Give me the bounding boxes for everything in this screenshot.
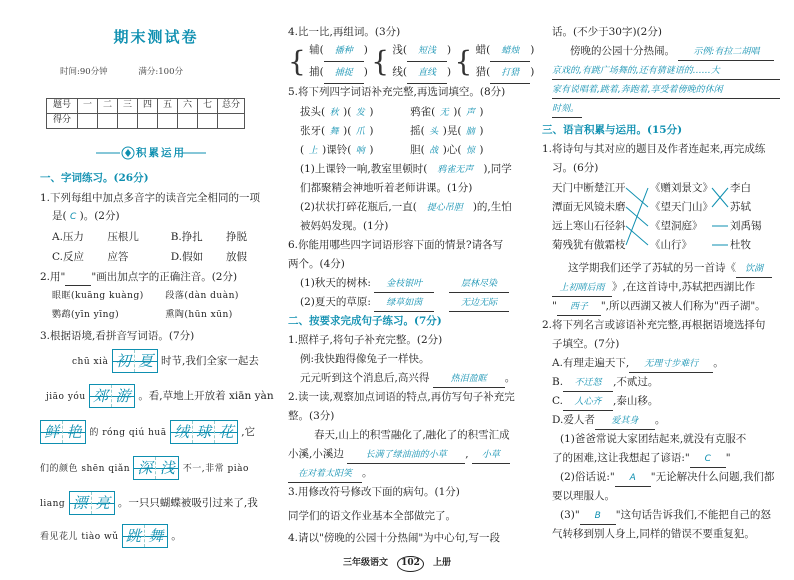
poem-title-item[interactable]: 《望洞庭》: [650, 220, 703, 232]
author-item[interactable]: 李白: [730, 182, 751, 194]
fill-sentence: [552, 374, 658, 392]
grid-char: 浅: [159, 459, 175, 477]
answer-line: [552, 81, 780, 99]
fill-sentence: [552, 393, 658, 411]
idiom-text: ): [479, 106, 484, 118]
grid-char: 艳: [66, 423, 82, 441]
question-text: 子填空。(7分): [552, 338, 620, 350]
verse-item[interactable]: 潭面无风镜未磨: [552, 201, 626, 213]
score-cell: 五: [158, 99, 178, 114]
example-text: 例:我快跑得像兔子一样快。: [300, 353, 430, 365]
page-footer: [0, 556, 794, 572]
question-text: "画出加点字的正确注音。(2分): [91, 271, 238, 283]
sentence-text: (1)上课铃一响,教室里顿时(: [300, 163, 428, 175]
score-input-cell[interactable]: [178, 114, 198, 129]
score-cell: 一: [78, 99, 98, 114]
idiom-text: 鸦雀(: [410, 106, 436, 118]
word-suffix: ): [447, 66, 452, 78]
sentence-text: (1)秋天的树林:: [300, 277, 371, 289]
answer-text[interactable]: 不迁怒: [563, 377, 613, 392]
answer-text[interactable]: 秋: [329, 108, 339, 118]
answer-text[interactable]: 提心吊胆: [426, 203, 463, 213]
score-input-cell[interactable]: [218, 114, 245, 129]
score-input-cell[interactable]: [98, 114, 118, 129]
question-text: 3.根据语境,看拼音写词语。(7分): [40, 330, 195, 342]
page-number: 102: [397, 556, 424, 572]
idiom-text: 张牙(: [300, 125, 326, 137]
answer-text[interactable]: 爪: [355, 127, 365, 137]
word-prefix: 蜡(: [475, 44, 491, 56]
footer-term: 上册: [433, 558, 452, 568]
fill-sentence: [560, 507, 771, 525]
option-text: ,泰山移。: [613, 395, 659, 407]
footer-grade: 三年级语文: [342, 558, 388, 568]
compare-group: [309, 40, 368, 84]
sentence-text: "无论解决什么问题,我们都: [650, 471, 775, 483]
answer-text[interactable]: 声: [465, 108, 475, 118]
fill-sentence: [552, 279, 755, 297]
word-suffix: ): [530, 66, 535, 78]
answer-text[interactable]: C: [69, 212, 77, 222]
compare-words: [288, 40, 534, 84]
score-input-cell[interactable]: [118, 114, 138, 129]
char-grid[interactable]: [69, 491, 115, 515]
fill-sentence: 在对着太阳笑 。: [288, 465, 373, 483]
grid-char: 夏: [138, 352, 154, 370]
word-prefix: 猎(: [475, 66, 491, 78]
sentence-text: 春天,山上的积雪融化了,融化了的积雪汇成: [314, 429, 510, 441]
sentence-text: ,它: [241, 426, 256, 438]
fill-sentence: [568, 260, 772, 278]
writing-line: [40, 456, 249, 480]
question-text: 习。(6分): [552, 162, 599, 174]
fill-sentence: [300, 199, 512, 216]
fill-sentence: [300, 161, 512, 178]
author-item[interactable]: 杜牧: [730, 239, 751, 251]
section-heading: 三、语言积累与运用。(15分): [542, 124, 683, 136]
section-heading: 一、字词练习。(26分): [40, 172, 149, 184]
idiom-row: [300, 142, 484, 159]
idiom-text: ): [369, 106, 374, 118]
fill-sentence: [300, 275, 509, 293]
sentence-text: (1)爸爸常说大家团结起来,就没有克服不: [560, 433, 747, 445]
compare-group: [476, 40, 535, 84]
sentence-text: 。看,草地上开放着 xiān yàn: [138, 390, 274, 402]
char-grid[interactable]: [122, 524, 168, 548]
answer-text[interactable]: 鸦雀无声: [437, 165, 474, 175]
char-grid[interactable]: [170, 420, 238, 444]
score-cell: 三: [118, 99, 138, 114]
question-text: 1.下列每组中加点多音字的读音完全相同的一项: [40, 192, 261, 204]
writing-line: [72, 349, 259, 373]
sentence-text[interactable]: 同学们的语文作业基本全部做完了。: [288, 510, 456, 522]
score-cell: 总分: [218, 99, 245, 114]
option-row: [52, 249, 247, 265]
option-text: 放假: [226, 251, 248, 263]
pinyin-choice[interactable]: 眼眶(kuāng kuàng): [52, 291, 144, 301]
sentence-text: 》,在这首诗中,苏轼把西湖比作: [612, 281, 756, 293]
option-text[interactable]: B.挣扎: [170, 231, 203, 243]
sentence-text: ),同学: [483, 163, 512, 175]
sentence-text: 这学期我们还学了苏轼的另一首诗《: [568, 262, 736, 274]
matching-lines: [542, 180, 778, 260]
score-table-score-row: [47, 114, 245, 129]
answer-text[interactable]: 爱其身: [595, 415, 655, 430]
question-text: 2.用": [40, 271, 66, 283]
pinyin-choice[interactable]: 熏陶(hūn xūn): [165, 310, 233, 320]
idiom-text: ): [369, 144, 374, 156]
sentence-text: 。: [171, 530, 182, 542]
page-title: 期末测试卷: [113, 28, 199, 46]
grid-char: 游: [115, 387, 131, 405]
answer-text[interactable]: 京戏的,有跳广场舞的,还有猜谜语的……大: [552, 65, 780, 80]
answer-text[interactable]: 小草: [472, 449, 510, 464]
answer-text[interactable]: 发: [355, 108, 365, 118]
grid-char: 跳: [123, 525, 145, 547]
word-suffix: ): [363, 44, 368, 56]
sentence-text: (2)夏天的草原:: [300, 296, 371, 308]
question-text: 两个。(4分): [288, 258, 345, 270]
poem-title-item[interactable]: 《山行》: [650, 239, 692, 251]
answer-text[interactable]: 响: [355, 146, 365, 156]
grid-char: 漂: [70, 492, 92, 514]
fill-sentence: 元元听到这个消息后,高兴得 热泪盈眶 。: [300, 370, 515, 388]
score-table-header-row: [47, 99, 245, 114]
question-text: 6.你能用哪些四字词语形容下面的情景?请各写: [288, 239, 504, 251]
sentence-text: )的,生怕: [472, 201, 512, 213]
answer-text[interactable]: 上初晴后雨: [552, 282, 612, 297]
author-item[interactable]: 苏轼: [730, 201, 751, 213]
idiom-text: 摇(: [410, 125, 425, 137]
sentence-text: 傍晚的公园十分热闹。: [570, 45, 675, 57]
score-input-cell[interactable]: [198, 114, 218, 129]
answer-text[interactable]: B: [580, 510, 616, 525]
option-text: 压根儿: [107, 231, 139, 243]
sentence-text: 了的困难,这让我想起了谚语:": [552, 452, 690, 464]
pinyin-text: liang: [40, 499, 66, 509]
idiom-text: )(: [453, 106, 462, 118]
sentence-text: (3)": [560, 509, 580, 521]
score-cell: 四: [138, 99, 158, 114]
answer-text[interactable]: C: [690, 453, 726, 468]
sentence-text: 小溪,小溪边: [288, 448, 344, 460]
word-prefix: 浅(: [392, 44, 408, 56]
answer-text[interactable]: 战: [429, 146, 439, 156]
idiom-text: )(: [343, 106, 352, 118]
section-heading: 二、按要求完成句子练习。(7分): [288, 315, 442, 327]
option-text[interactable]: D.假如: [170, 251, 204, 263]
answer-text[interactable]: 无理寸步难行: [629, 358, 713, 373]
pinyin-text: 看见花儿 tiào wǔ: [40, 532, 119, 542]
pinyin-row: [52, 290, 239, 304]
sentence-text: 元元听到这个消息后,高兴得: [300, 372, 430, 384]
option-text[interactable]: C.反应: [52, 251, 84, 263]
score-input-cell[interactable]: [78, 114, 98, 129]
grid-char: 绒: [171, 421, 193, 443]
fill-sentence: [560, 469, 774, 487]
char-grid[interactable]: [112, 349, 158, 373]
answer-text[interactable]: 惊: [465, 146, 475, 156]
question-text: 整。(3分): [288, 410, 335, 422]
sentence-text: 们都聚精会神地听着老师讲课。(1分): [300, 182, 473, 194]
question-text: 1.将诗句与其对应的题目及作者连起来,再完成练: [542, 143, 766, 155]
word-prefix: 捕(: [309, 66, 324, 78]
pinyin-text: 不一,非常 piào: [182, 464, 249, 474]
banner-label: 积累运用: [136, 147, 186, 159]
question-text: 5.将下列四字词语补充完整,再选词填空。(8分): [288, 86, 506, 98]
sentence-text: 。一只只蝴蝶被吸引过来了,我: [117, 497, 258, 509]
answer-text[interactable]: 层林尽染: [449, 278, 509, 293]
sentence-text: ": [552, 300, 557, 312]
idiom-text: ): [479, 144, 484, 156]
answer-text[interactable]: 蜡烛: [490, 41, 530, 62]
idiom-row: [300, 123, 484, 140]
idiom-text: )课铃(: [322, 144, 352, 156]
sentence-text: ": [725, 452, 731, 464]
answer-text[interactable]: 长满了绿油油的小草: [347, 449, 465, 464]
score-cell: 二: [98, 99, 118, 114]
option-text: 应答: [107, 251, 129, 263]
pinyin-text: 的 róng qiú huā: [89, 428, 167, 438]
answer-text[interactable]: 饮湖: [736, 263, 772, 278]
idiom-text: ): [369, 125, 374, 137]
sentence-text: (2)状状打碎花瓶后,一直(: [300, 201, 417, 213]
question-text: 3.用修改符号修改下面的病句。(1分): [288, 486, 460, 498]
answer-text[interactable]: 家有说唱着,跳着,奔跑着,享受着傍晚的休闲: [552, 84, 780, 99]
option-text: ,不贰过。: [613, 376, 659, 388]
pinyin-row: [52, 309, 233, 323]
word-suffix: ): [363, 66, 368, 78]
option-text[interactable]: A.压力: [52, 231, 84, 243]
sentence-text: ",所以西湖又被人们称为"西子湖"。: [600, 300, 766, 312]
score-cell: 六: [178, 99, 198, 114]
answer-text[interactable]: 在对着太阳笑: [288, 468, 362, 483]
answer-text[interactable]: 无: [439, 108, 449, 118]
answer-text[interactable]: 时刻。: [552, 103, 582, 118]
brace-icon: {: [454, 45, 473, 78]
sentence-text: 时节,我们全家一起去: [161, 355, 259, 367]
answer-text[interactable]: 无边无际: [449, 297, 509, 312]
verse-item[interactable]: 远上寒山石径斜: [552, 220, 626, 232]
writing-line: [46, 384, 274, 408]
score-input-cell[interactable]: [138, 114, 158, 129]
sentence-text: (2)俗话说:": [560, 471, 615, 483]
answer-text[interactable]: 头: [429, 127, 439, 137]
score-cell: 题号: [47, 99, 78, 114]
question-text: 4.比一比,再组词。(3分): [288, 26, 401, 38]
question-text: 1.照样子,将句子补充完整。(2分): [288, 334, 443, 346]
question-text: 4.请以"傍晚的公园十分热闹"为中心句,写一段: [288, 532, 501, 544]
underline-mark: [65, 269, 91, 286]
answer-text[interactable]: 舞: [329, 127, 339, 137]
fill-sentence: [300, 294, 509, 312]
brace-icon: {: [371, 45, 390, 78]
brace-icon: {: [288, 45, 306, 78]
compare-group: [392, 40, 451, 84]
answer-text[interactable]: 人心齐: [563, 396, 613, 411]
grid-char: 深: [134, 457, 156, 479]
answer-text[interactable]: 捕捉: [324, 63, 364, 84]
section-banner: [96, 144, 206, 162]
fill-sentence: A.有理走遍天下, 无理寸步难行 。: [552, 355, 724, 373]
idiom-text: 胆(: [410, 144, 425, 156]
answer-text[interactable]: 直线: [407, 63, 447, 84]
answer-text[interactable]: 打猎: [490, 63, 530, 84]
char-grid[interactable]: [40, 420, 86, 444]
answer-text[interactable]: 热泪盈眶: [433, 373, 505, 388]
writing-line: [40, 420, 255, 444]
option-row: [52, 229, 247, 245]
verse-item[interactable]: 天门中断楚江开: [552, 182, 626, 194]
answer-line: [552, 62, 780, 80]
answer-line: [552, 100, 582, 118]
fill-sentence: [570, 43, 774, 61]
verse-item[interactable]: 菊残犹有傲霜枝: [552, 239, 626, 251]
match-line: [626, 188, 648, 245]
grid-char: 花: [218, 423, 234, 441]
pinyin-text: chū xià: [72, 357, 109, 367]
sentence-text: 气转移到别人身上,同样的错误不要重复犯。: [552, 528, 755, 540]
word-prefix: 辅(: [309, 44, 324, 56]
option-text: B.: [552, 376, 564, 388]
option-text: C.: [552, 395, 563, 407]
author-item[interactable]: 刘禹锡: [730, 220, 762, 232]
idiom-text: (: [300, 144, 305, 156]
question-text: [40, 269, 237, 286]
sentence-text: "这句话告诉我们,不能把自己的怒: [615, 509, 771, 521]
grid-char: 鲜: [41, 421, 63, 443]
question-text: 是(: [52, 210, 67, 222]
fill-sentence: D.爱人者 爱其身 。: [552, 412, 665, 430]
pinyin-text: jiāo yóu: [46, 392, 86, 402]
answer-text[interactable]: 播种: [324, 41, 364, 62]
word-suffix: ): [447, 44, 452, 56]
idiom-text: ): [479, 125, 484, 137]
answer-text[interactable]: A: [615, 472, 651, 487]
answer-text[interactable]: 脑: [465, 127, 475, 137]
question-text: 话。(不少于30字)(2分): [552, 26, 662, 38]
char-grid[interactable]: [89, 384, 135, 408]
writing-line: [40, 524, 182, 548]
answer-text[interactable]: 绿草如茵: [374, 297, 434, 312]
answer-text[interactable]: 短浅: [407, 41, 447, 62]
question-text: [52, 208, 120, 225]
idiom-text: )心(: [442, 144, 462, 156]
grid-char: 亮: [95, 494, 111, 512]
question-text: 2.读一读,观察加点词语的特点,再仿写句子补充完: [288, 391, 515, 403]
option-text: 挣脱: [226, 231, 248, 243]
exam-time: 时间:90分钟: [60, 67, 108, 77]
score-cell: 得分: [47, 114, 78, 129]
exam-full-score: 满分:100分: [138, 67, 183, 77]
score-table: [46, 98, 245, 129]
grid-char: 郊: [90, 385, 112, 407]
sentence-text: 被妈妈发现。(1分): [300, 220, 389, 232]
grid-char: 初: [113, 350, 135, 372]
score-input-cell[interactable]: [158, 114, 178, 129]
writing-line: [40, 491, 258, 515]
option-text: A.有理走遍天下,: [552, 357, 630, 369]
pinyin-choice[interactable]: 鹦鹉(yīn yīng): [52, 310, 120, 320]
answer-text[interactable]: 示例:有拉二胡唱: [678, 46, 774, 61]
idiom-text: 拔头(: [300, 106, 326, 118]
score-cell: 七: [198, 99, 218, 114]
exam-meta: [60, 66, 211, 79]
idiom-text: )晃(: [442, 125, 462, 137]
poem-title-item[interactable]: 《赠刘景文》: [650, 182, 713, 194]
grid-char: 球: [193, 421, 215, 443]
fill-sentence: [552, 298, 766, 316]
answer-text[interactable]: 上: [308, 146, 318, 156]
answer-text[interactable]: 金枝银叶: [374, 278, 434, 293]
pinyin-choice[interactable]: 段落(dàn duàn): [165, 291, 239, 301]
grid-char: 舞: [148, 527, 164, 545]
idiom-text: )(: [343, 125, 352, 137]
char-grid[interactable]: [133, 456, 179, 480]
answer-text[interactable]: 西子: [557, 301, 601, 316]
word-prefix: 线(: [392, 66, 408, 78]
question-text: 2.将下列名言或谚语补充完整,再根据语境选择句: [542, 319, 766, 331]
question-text: )。(2分): [79, 210, 120, 222]
option-text: D.爱人者: [552, 414, 595, 426]
idiom-row: [300, 104, 484, 121]
word-suffix: ): [530, 44, 535, 56]
poem-title-item[interactable]: 《望天门山》: [650, 201, 713, 213]
fill-sentence: [552, 450, 731, 468]
fill-sentence: 小溪,小溪边 长满了绿油油的小草 , 小草: [288, 446, 510, 464]
pinyin-text: 们的颜色 shēn qiǎn: [40, 464, 131, 474]
sentence-text: 要以理服人。: [552, 490, 615, 502]
